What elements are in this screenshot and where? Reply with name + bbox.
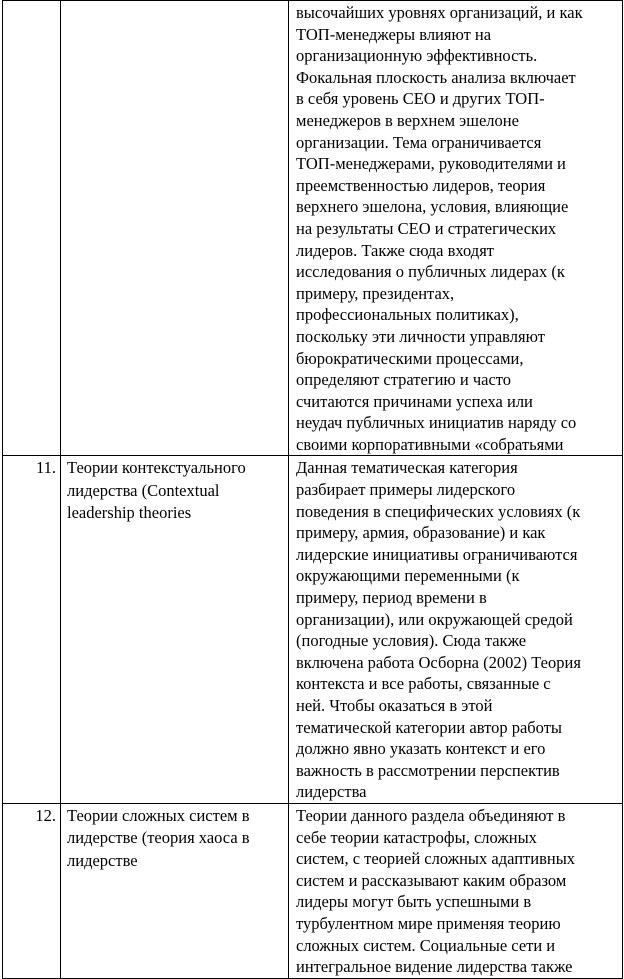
text-line: Теории сложных систем в (67, 805, 250, 825)
text-line: ТОП-менеджерами, руководителями и (296, 154, 566, 174)
text-line: контекста и все работы, связанные с (296, 674, 551, 694)
text-line: Теории контекстуального (67, 458, 246, 478)
row-number (3, 1, 61, 456)
leadership-theories-table (2, 0, 623, 979)
text-line: примеру, период времени в (296, 588, 487, 608)
text-line: лидерстве (теория хаоса в (67, 828, 250, 848)
text-line: поведения в специфических условиях (к (296, 501, 581, 521)
text-line: примеру, армия, образование) и как (296, 523, 546, 543)
text-line: себе теории катастрофы, сложных (296, 827, 537, 847)
text-line: определяют стратегию и часто (296, 370, 512, 390)
text-line: Теории данного раздела объединяют в (296, 805, 566, 825)
text-line: организации. Тема ограничивается (296, 132, 542, 152)
text-line: организации), или окружающей средой (296, 609, 573, 629)
text-line: менеджеров в верхнем эшелоне (296, 110, 519, 130)
text-line: ТОП-менеджеры влияют на (296, 24, 492, 44)
text-line: лидеров. Также сюда входят (296, 240, 494, 260)
text-line: интегральное видение лидерства также (296, 957, 573, 977)
text-line: важность в рассмотрении перспектив (296, 760, 560, 780)
text-line: своими корпоративными «собратьями (296, 434, 564, 454)
text-line: (погодные условия). Сюда также (296, 631, 527, 651)
theory-name (61, 1, 289, 456)
text-line: Фокальная плоскость анализа включает (296, 67, 576, 87)
text-line: лидерства (Contextual (67, 480, 220, 500)
theory-name (61, 456, 289, 804)
text-line: верхнего эшелона, условия, влияющие (296, 197, 569, 217)
table-row (3, 456, 623, 804)
text-line: лидеры могут быть успешными в (296, 892, 532, 912)
text-line: сложных систем. Социальные сети и (296, 935, 556, 955)
text-line: на результаты СЕО и стратегических (296, 218, 557, 238)
text-line: leadership theories (67, 503, 192, 523)
theory-description (289, 803, 623, 978)
text-line: тематической категории автор работы (296, 717, 562, 737)
text-line: считаются причинами успеха или (296, 391, 533, 411)
text-line: систем, с теорией сложных адаптивных (296, 849, 576, 869)
text-line: Данная тематическая категория (296, 458, 518, 478)
table-row (3, 1, 623, 456)
text-line: должно явно указать контекст и его (296, 739, 546, 759)
text-line: лидерства (296, 782, 367, 802)
theory-description (289, 456, 623, 804)
table-row (3, 803, 623, 978)
text-line: неудач публичных инициатив наряду со (296, 413, 577, 433)
text-line: преемственностью лидеров, теория (296, 175, 546, 195)
text-line: включена работа Осборна (2002) Теория (296, 652, 581, 672)
text-line: разбирает примеры лидерского (296, 480, 516, 500)
text-line: примеру, президентах, (296, 283, 455, 303)
text-line: систем и рассказывают каким образом (296, 870, 567, 890)
text-line: бюрократическими процессами, (296, 348, 524, 368)
text-line: высочайших уровнях организаций, и как (296, 3, 583, 22)
text-line: лидерстве (67, 850, 138, 870)
text-line: в себя уровень СЕО и других ТОП- (296, 89, 545, 109)
theory-description (289, 1, 623, 456)
text-line: профессиональных политиках), (296, 305, 519, 325)
theory-name (61, 803, 289, 978)
text-line: ней. Чтобы оказаться в этой (296, 696, 493, 715)
text-line: окружающими переменными (к (296, 566, 520, 586)
text-line: исследования о публичных лидерах (к (296, 262, 565, 282)
text-line: лидерские инициативы ограничиваются (296, 544, 578, 564)
text-line: организационную эффективность. (296, 46, 538, 66)
text-line: поскольку эти личности управляют (296, 326, 545, 346)
text-line: турбулентном мире применяя теорию (296, 913, 561, 933)
row-number: 12. (3, 803, 61, 978)
row-number: 11. (3, 456, 61, 804)
